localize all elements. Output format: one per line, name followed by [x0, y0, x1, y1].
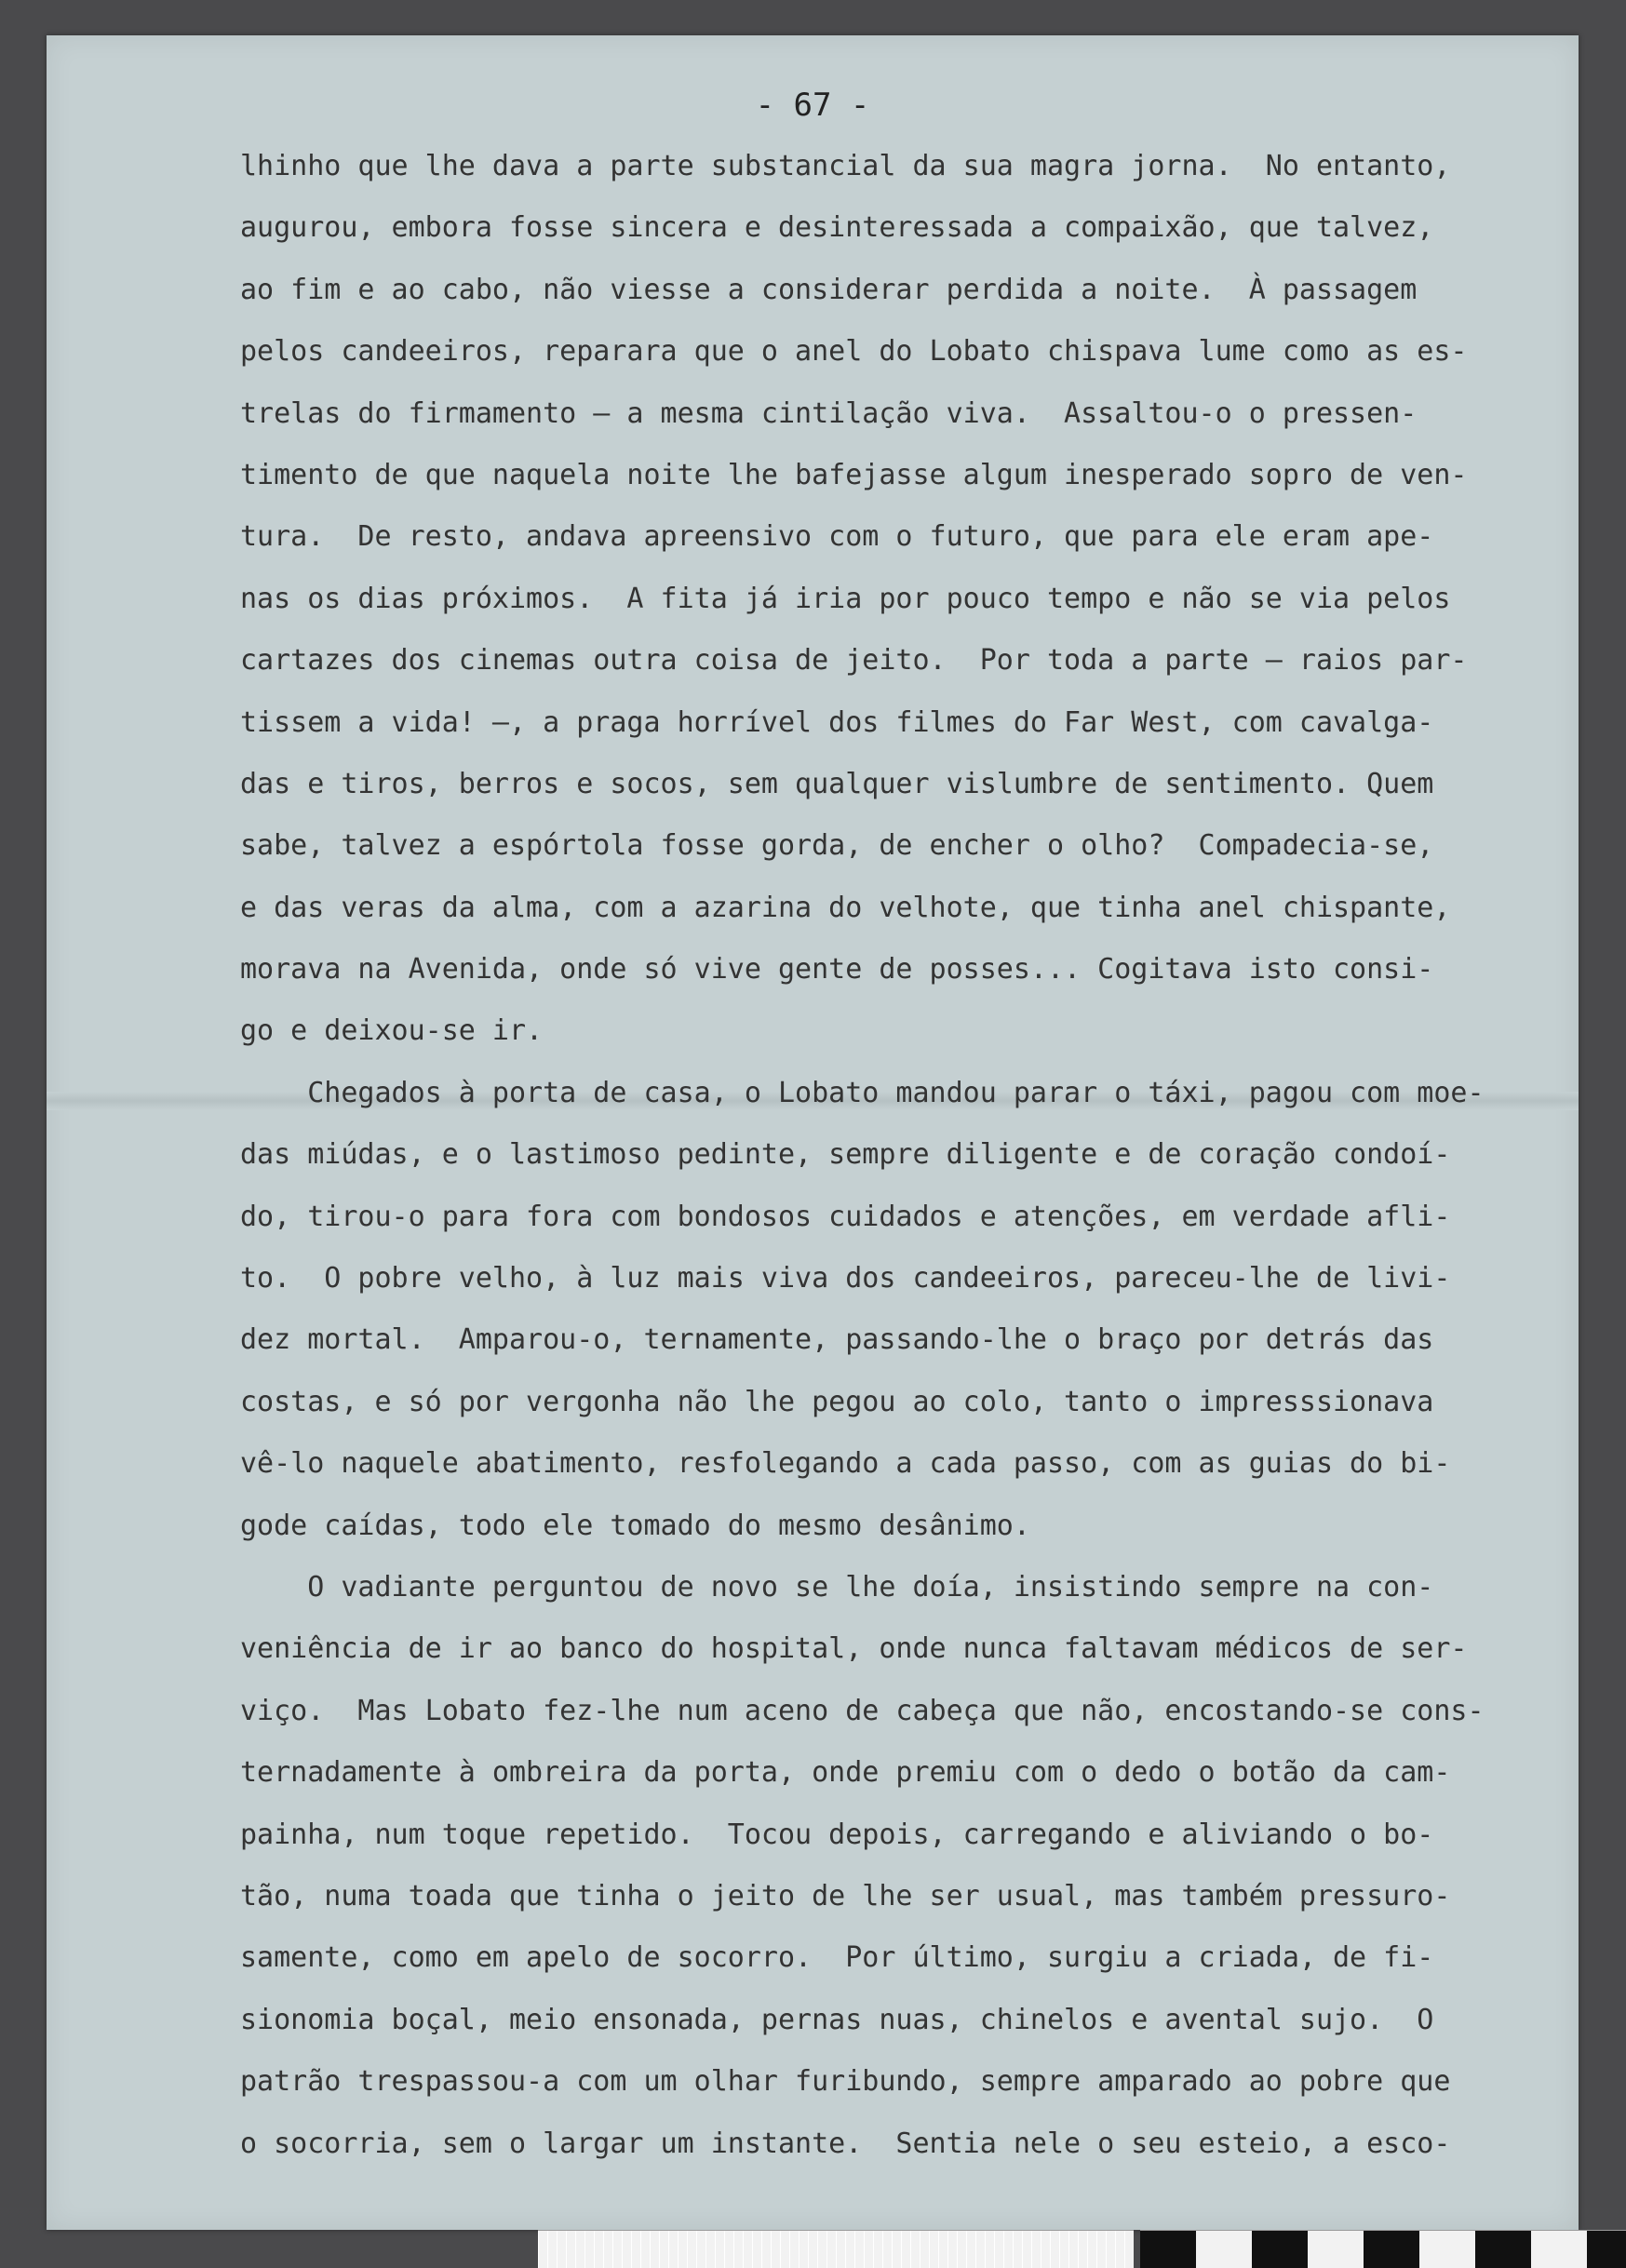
body-text [240, 136, 1580, 2175]
text-line: go e deixou-se ir. [240, 1014, 544, 1048]
text-line: cartazes dos cinemas outra coisa de jeito. Por toda a parte — raios par- [240, 644, 1468, 678]
scale-ruler [538, 2230, 1134, 2268]
text-line: ao fim e ao cabo, não viesse a considerar perdida a noite. À passagem [240, 273, 1418, 306]
text-line: sabe, talvez a espórtola fosse gorda, de encher o olho? Compadecia-se, [240, 829, 1434, 863]
text-line: das e tiros, berros e socos, sem qualquer vislumbre de sentimento. Quem [240, 767, 1434, 800]
text-line: tão, numa toada que tinha o jeito de lhe ser usual, mas também pressuro- [240, 1879, 1451, 1912]
page-number: - 67 - [755, 87, 870, 124]
text-line: ternadamente à ombreira da porta, onde premiu com o dedo o botão da cam- [240, 1756, 1451, 1790]
text-line: sionomia boçal, meio ensonada, pernas nuas, chinelos e avental sujo. O [240, 2003, 1434, 2036]
text-line: tura. De resto, andava apreensivo com o futuro, que para ele eram ape- [240, 520, 1434, 554]
text-line: morava na Avenida, onde só vive gente de posses... Cogitava isto consi- [240, 953, 1434, 986]
text-line: O vadiante perguntou de novo se lhe doía, insistindo sempre na con- [240, 1570, 1434, 1604]
text-line: das miúdas, e o lastimoso pedinte, sempre diligente e de coração condoí- [240, 1138, 1451, 1172]
text-line: to. O pobre velho, à luz mais viva dos candeeiros, pareceu-lhe de livi- [240, 1262, 1451, 1295]
text-line: vê-lo naquele abatimento, resfolegando a cada passo, com as guias do bi- [240, 1447, 1451, 1481]
text-line: gode caídas, todo ele tomado do mesmo desânimo. [240, 1509, 1030, 1542]
text-line: samente, como em apelo de socorro. Por último, surgiu a criada, de fi- [240, 1941, 1434, 1975]
text-line: augurou, embora fosse sincera e desinteressada a compaixão, que talvez, [240, 211, 1434, 245]
text-line: e das veras da alma, com a azarina do velhote, que tinha anel chispante, [240, 891, 1451, 924]
color-scale-bar [1140, 2230, 1626, 2268]
text-line: pelos candeeiros, reparara que o anel do Lobato chispava lume como as es- [240, 335, 1468, 369]
text-line: dez mortal. Amparou-o, ternamente, passando-lhe o braço por detrás das [240, 1323, 1434, 1357]
text-line: trelas do firmamento — a mesma cintilação viva. Assaltou-o o pressen- [240, 396, 1418, 430]
text-line: Chegados à porta de casa, o Lobato mandou parar o táxi, pagou com moe- [240, 1076, 1485, 1109]
text-line: lhinho que lhe dava a parte substancial da sua magra jorna. No entanto, [240, 150, 1451, 182]
text-line: patrão trespassou-a com um olhar furibundo, sempre amparado ao pobre que [240, 2065, 1451, 2099]
text-line: painha, num toque repetido. Tocou depois, carregando e aliviando o bo- [240, 1818, 1434, 1851]
text-line: timento de que naquela noite lhe bafejasse algum inesperado sopro de ven- [240, 458, 1468, 491]
text-line: viço. Mas Lobato fez-lhe num aceno de cabeça que não, encostando-se cons- [240, 1694, 1485, 1727]
text-line: nas os dias próximos. A fita já iria por pouco tempo e não se via pelos [240, 582, 1451, 615]
document-page [47, 35, 1579, 2230]
text-line: o socorria, sem o largar um instante. Sentia nele o seu esteio, a esco- [240, 2127, 1451, 2160]
text-line: costas, e só por vergonha não lhe pegou ao colo, tanto o impresssionava [240, 1385, 1434, 1418]
text-line: tissem a vida! —, a praga horrível dos filmes do Far West, com cavalga- [240, 705, 1434, 739]
text-line: do, tirou-o para fora com bondosos cuidados e atenções, em verdade afli- [240, 1200, 1451, 1233]
text-line: veniência de ir ao banco do hospital, onde nunca faltavam médicos de ser- [240, 1632, 1468, 1666]
